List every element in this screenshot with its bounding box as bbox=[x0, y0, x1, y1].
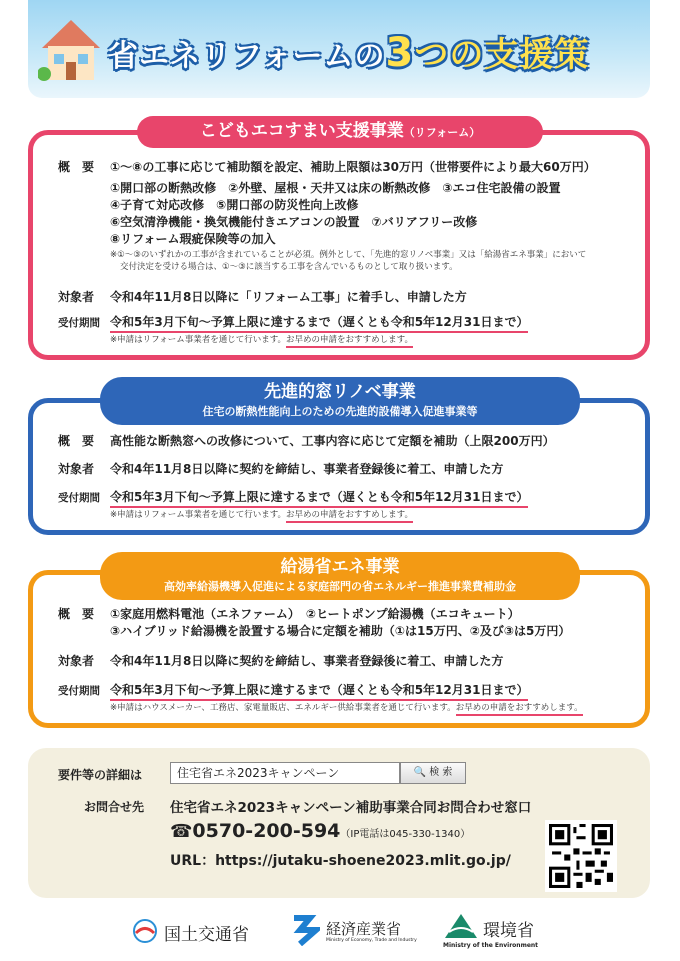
kodomo-eco-title: こどもエコすまい支援事業（リフォーム） bbox=[137, 116, 543, 148]
target-text: 令和4年11月8日以降に契約を締結し、事業者登録後に着工、申請した方 bbox=[110, 462, 504, 476]
water-heater-title: 給湯省エネ事業 高効率給湯機導入促進による家庭部門の省エネルギー推進事業費補助金 bbox=[100, 552, 580, 600]
phone-number: 0570-200-594 bbox=[192, 820, 341, 842]
period-note: ※申請はリフォーム事業者を通じて行います。お早めの申請をおすすめします。 bbox=[110, 333, 413, 345]
meti-logo: 経済産業省 Ministry of Economy, Trade and Industry bbox=[290, 912, 435, 952]
inquiry-label: お問合せ先 bbox=[84, 800, 145, 814]
target-text: 令和4年11月8日以降に「リフォーム工事」に着手し、申請した方 bbox=[110, 290, 467, 304]
period-text: 令和5年3月下旬～予算上限に達するまで（遅くとも令和5年12月31日まで） bbox=[110, 313, 528, 333]
qr-code[interactable] bbox=[545, 820, 617, 892]
moe-emblem-icon bbox=[443, 912, 479, 946]
target-label: 対象者 bbox=[58, 290, 95, 304]
period-note: ※申請はリフォーム事業者を通じて行います。お早めの申請をおすすめします。 bbox=[110, 508, 413, 520]
target-label: 対象者 bbox=[58, 654, 95, 668]
meti-emblem-icon bbox=[290, 914, 320, 946]
ip-phone: （IP電話は045-330-1340） bbox=[340, 829, 471, 840]
phone-icon: ☎ bbox=[170, 821, 193, 842]
search-button[interactable]: 🔍 検 索 bbox=[400, 762, 466, 784]
overview-text: 高性能な断熱窓への改修について、工事内容に応じて定額を補助（上限200万円） bbox=[110, 434, 555, 448]
house-illustration bbox=[38, 14, 104, 84]
phone-line bbox=[170, 820, 470, 842]
search-input[interactable]: 住宅省エネ2023キャンペーン bbox=[170, 762, 400, 784]
page-title: 省エネリフォームの3つの支援策 bbox=[108, 30, 590, 76]
mlit-emblem-icon bbox=[132, 918, 158, 944]
period-label: 受付期間 bbox=[58, 685, 100, 697]
period-label: 受付期間 bbox=[58, 317, 100, 329]
window-renovation-title: 先進的窓リノベ事業 住宅の断熱性能向上のための先進的設備導入促進事業等 bbox=[100, 377, 580, 425]
overview-text: ③ハイブリッド給湯機を設置する場合に定額を補助（①は15万円、②及び③は5万円） bbox=[110, 624, 571, 638]
overview-label: 概 要 bbox=[58, 434, 95, 448]
overview-text: ①家庭用燃料電池（エネファーム） ②ヒートポンプ給湯機（エコキュート） bbox=[110, 607, 520, 621]
note: 交付決定を受ける場合は、①～③に該当する工事を含んでいるものとして取り扱います。 bbox=[120, 262, 458, 272]
details-label: 要件等の詳細は bbox=[58, 768, 143, 782]
overview-label: 概 要 bbox=[58, 160, 95, 174]
overview-text: ①～⑧の工事に応じて補助額を設定、補助上限額は30万円（世帯要件により最大60万円） bbox=[110, 160, 596, 174]
campaign-url[interactable]: URL：https://jutaku-shoene2023.mlit.go.jp/ bbox=[170, 853, 511, 869]
period-text: 令和5年3月下旬～予算上限に達するまで（遅くとも令和5年12月31日まで） bbox=[110, 488, 528, 508]
search-icon: 🔍 bbox=[413, 767, 427, 778]
work-item: ④子育て対応改修 ⑤開口部の防災性向上改修 bbox=[110, 198, 359, 212]
overview-label: 概 要 bbox=[58, 607, 95, 621]
period-label: 受付期間 bbox=[58, 492, 100, 504]
period-text: 令和5年3月下旬～予算上限に達するまで（遅くとも令和5年12月31日まで） bbox=[110, 681, 528, 701]
period-note: ※申請はハウスメーカー、工務店、家電量販店、エネルギー供給事業者を通じて行います。お早めの申請をおすすめします。 bbox=[110, 701, 583, 713]
inquiry-name: 住宅省エネ2023キャンペーン補助事業合同お問合わせ窓口 bbox=[170, 800, 532, 816]
note: ※①～③のいずれかの工事が含まれていることが必須。例外として、「先進的窓リノベ事業」又は「給湯省エネ事業」において bbox=[110, 250, 587, 260]
moe-logo: 環境省 Ministry of the Environment bbox=[443, 912, 553, 952]
mlit-logo: 国土交通省 bbox=[132, 912, 282, 952]
work-item: ⑧リフォーム瑕疵保険等の加入 bbox=[110, 232, 276, 246]
target-label: 対象者 bbox=[58, 462, 95, 476]
work-item: ⑥空気清浄機能・換気機能付きエアコンの設置 ⑦バリアフリー改修 bbox=[110, 215, 478, 229]
target-text: 令和4年11月8日以降に契約を締結し、事業者登録後に着工、申請した方 bbox=[110, 654, 504, 668]
work-item: ①開口部の断熱改修 ②外壁、屋根・天井又は床の断熱改修 ③エコ住宅設備の設置 bbox=[110, 181, 561, 195]
